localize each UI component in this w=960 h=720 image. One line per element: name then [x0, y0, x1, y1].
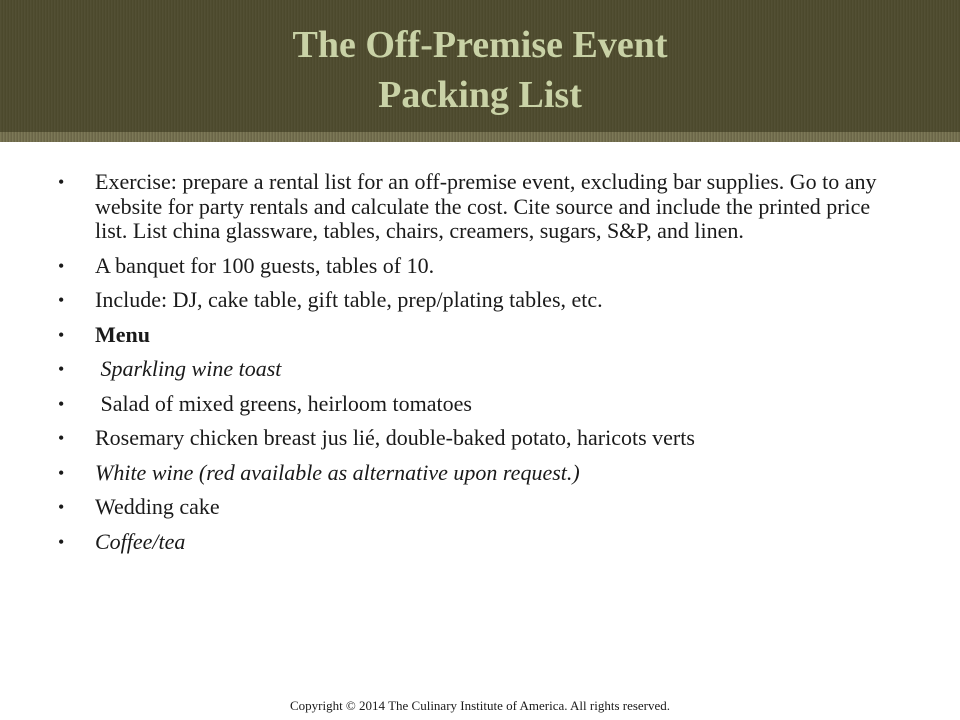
bullet-icon: •: [58, 255, 65, 276]
bullet-menu-item: [58, 392, 908, 417]
title-band-edge: [0, 132, 960, 142]
bullet-icon: •: [58, 290, 65, 310]
bullet-menu-item: [58, 461, 908, 486]
bullet-menu-item: [58, 530, 908, 555]
bullet-icon: •: [58, 531, 65, 552]
menu-item-coffee-tea: Coffee/tea: [95, 528, 186, 554]
bullet-text: A banquet for 100 guests, tables of 10.: [95, 252, 435, 278]
bullet-icon: •: [58, 393, 65, 414]
title-line-2: Packing List: [378, 74, 582, 116]
menu-item-salad: Salad of mixed greens, heirloom tomatoes: [95, 390, 472, 416]
menu-item-sparkling-wine: Sparkling wine toast: [95, 356, 282, 381]
title-line-1: The Off-Premise Event: [292, 24, 668, 66]
bullet-icon: •: [58, 172, 65, 192]
bullet-menu-item: [58, 357, 908, 382]
copyright-footer: Copyright © 2014 The Culinary Institute of America. All rights reserved.: [289, 698, 671, 713]
bullet-text: Include: DJ, cake table, gift table, prep/plating tables, etc.: [95, 287, 603, 312]
bullet-exercise: [58, 170, 908, 244]
bullet-text: Exercise: prepare a rental list for an off-premise event, excluding bar supplies. Go to any website for party rentals and calculate the cost. Cite source and include the printed price list. List china glassware, tables, chairs, creamers, sugars, S&P, and linen.: [95, 169, 877, 243]
bullet-menu-item: [58, 426, 908, 451]
bullet-icon: •: [58, 497, 65, 517]
menu-item-wedding-cake: Wedding cake: [95, 494, 220, 519]
bullet-icon: •: [58, 462, 65, 483]
bullet-icon: •: [58, 428, 65, 448]
bullet-list: [58, 170, 908, 564]
menu-item-chicken: Rosemary chicken breast jus lié, double-baked potato, haricots verts: [95, 425, 695, 450]
bullet-include: [58, 288, 908, 313]
menu-item-white-wine: White wine (red available as alternative upon request.): [95, 459, 580, 485]
bullet-icon: •: [58, 359, 65, 379]
menu-heading: Menu: [95, 321, 150, 347]
bullet-guests: [58, 254, 908, 279]
bullet-menu-item: [58, 495, 908, 520]
bullet-menu-heading: [58, 323, 908, 348]
bullet-icon: •: [58, 324, 65, 345]
slide-title: [0, 20, 960, 120]
